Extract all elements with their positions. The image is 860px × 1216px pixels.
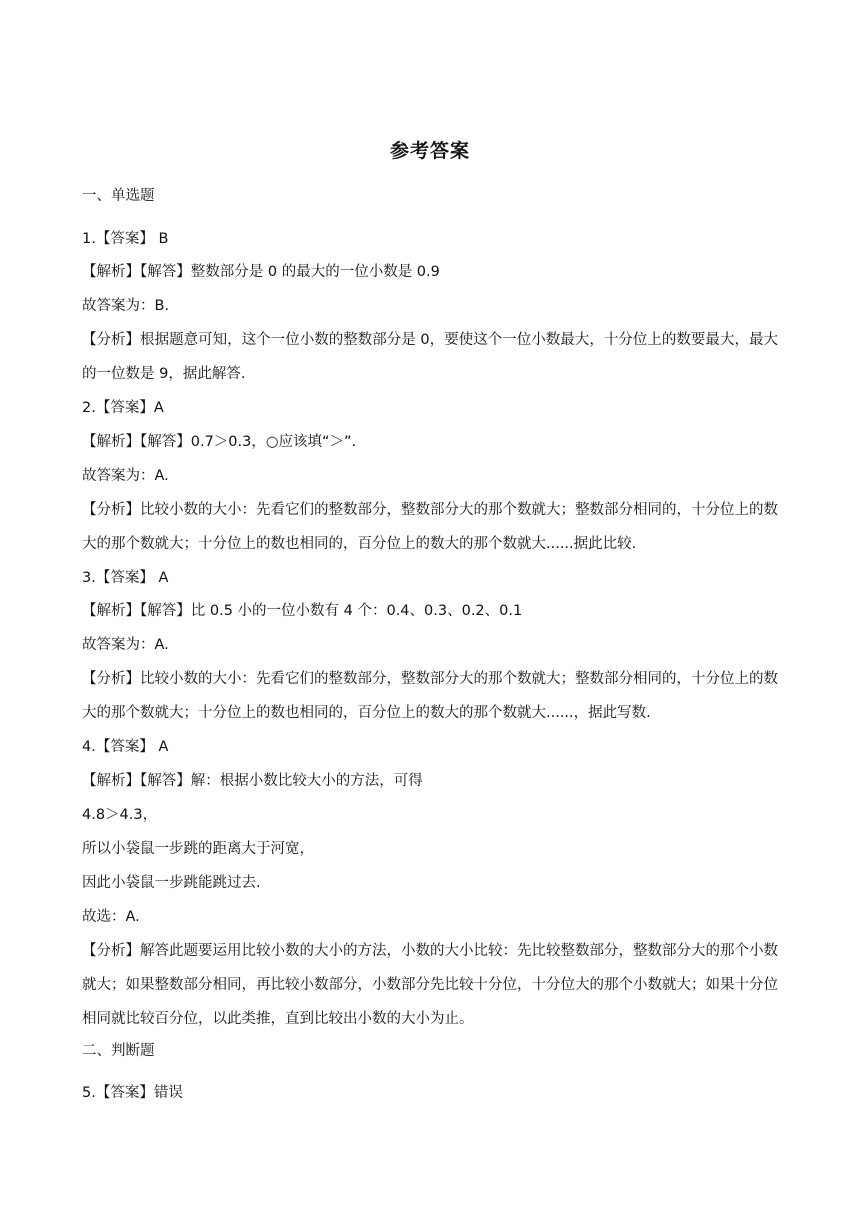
page-title: 参考答案 [389,140,470,162]
q1-result: 故答案为：B. [82,298,170,314]
q2-result: 故答案为：A. [82,468,169,484]
q5-answer: 5.【答案】错误 [82,1085,183,1101]
section-heading-true-false: 二、判断题 [82,1043,155,1059]
q2-answer: 2.【答案】A [82,400,164,416]
q4-answer: 4.【答案】 A [82,739,169,755]
q4-reasoning: 所以小袋鼠一步跳的距离大于河宽， [82,841,314,857]
q1-answer: 1.【答案】 B [82,231,169,247]
q3-answer: 3.【答案】 A [82,570,169,586]
q4-conclusion: 因此小袋鼠一步跳能跳过去. [82,875,261,891]
q4-comparison: 4.8＞4.3， [82,807,158,823]
q2-solution: 【解析】【解答】0.7＞0.3，○应该填“＞”. [82,434,357,450]
q3-solution: 【解析】【解答】比 0.5 小的一位小数有 4 个：0.4、0.3、0.2、0.1 [82,603,523,619]
q4-result: 故选：A. [82,909,140,925]
q1-analysis: 【分析】根据题意可知，这个一位小数的整数部分是 0，要使这个一位小数最大，十分位上的数要最大，最大的一位数是 9，据此解答. [82,332,778,382]
q4-solution: 【解析】【解答】解：根据小数比较大小的方法，可得 [82,773,423,789]
q4-analysis: 【分析】解答此题要运用比较小数的大小的方法，小数的大小比较：先比较整数部分，整数部分大的那个小数就大；如果整数部分相同，再比较小数部分，小数部分先比较十分位，十分位大的那个小数就大；如果十分位相同就比较百分位，以此类推，直到比较出小数的大小为止。 [82,943,778,1027]
q3-result: 故答案为：A. [82,637,169,653]
q2-analysis: 【分析】比较小数的大小：先看它们的整数部分，整数部分大的那个数就大；整数部分相同的，十分位上的数大的那个数就大；十分位上的数也相同的，百分位上的数大的那个数就大......据此比较. [82,502,778,552]
section-heading-single-choice: 一、单选题 [82,188,155,204]
q1-solution: 【解析】【解答】整数部分是 0 的最大的一位小数是 0.9 [82,264,440,280]
q3-analysis: 【分析】比较小数的大小：先看它们的整数部分，整数部分大的那个数就大；整数部分相同的，十分位上的数大的那个数就大；十分位上的数也相同的，百分位上的数大的那个数就大......，据此写数. [82,671,778,721]
